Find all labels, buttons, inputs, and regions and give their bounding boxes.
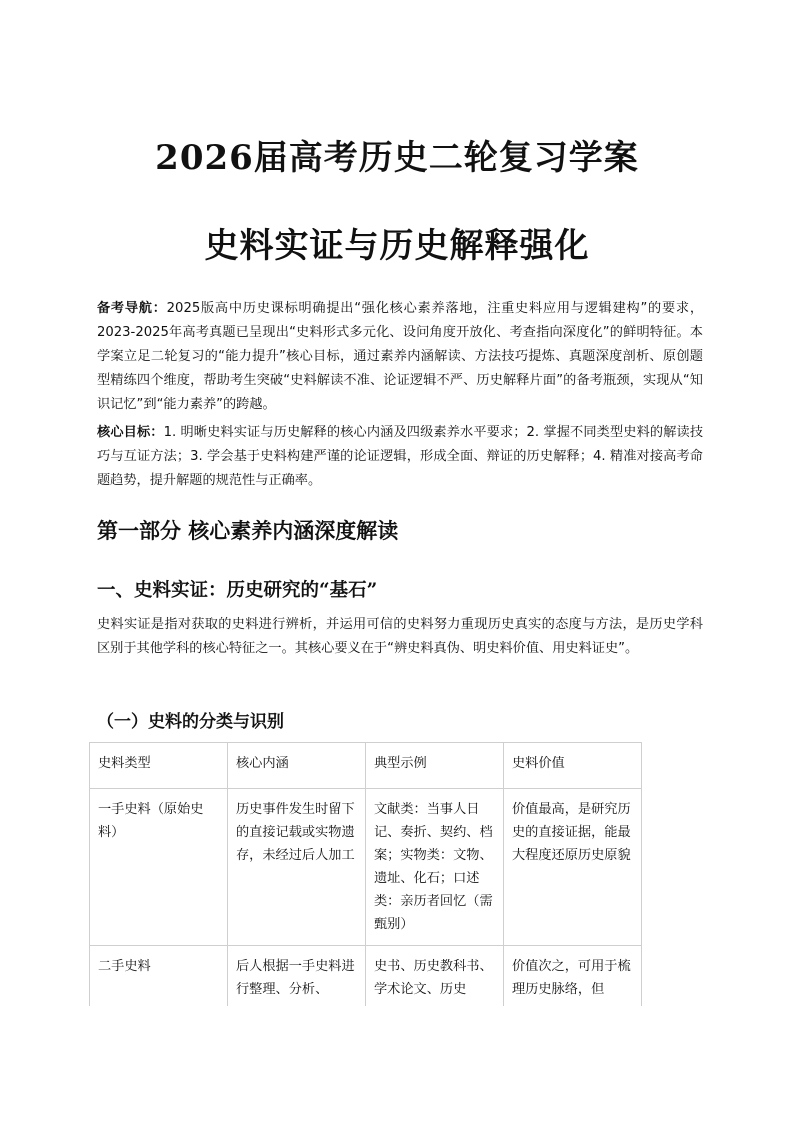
table-row — [90, 789, 642, 946]
table-header-cell: 史料价值 — [504, 743, 642, 789]
table-cell: 二手史料 — [90, 946, 228, 1007]
subsection-heading: （一）史料的分类与识别 — [97, 712, 284, 732]
table-header-cell: 史料类型 — [90, 743, 228, 789]
source-type-table — [89, 742, 642, 1006]
source-type-table-wrapper — [89, 742, 642, 1006]
guide-label: 备考导航： — [97, 301, 167, 316]
table-cell: 史书、历史教科书、学术论文、历史 — [366, 946, 504, 1007]
goal-paragraph — [97, 421, 703, 493]
table-header-cell: 核心内涵 — [228, 743, 366, 789]
document-subtitle: 史料实证与历史解释强化 — [204, 226, 590, 266]
table-cell: 价值最高，是研究历史的直接证据，能最大程度还原历史原貌 — [504, 789, 642, 946]
table-cell: 文献类：当事人日记、奏折、契约、档案；实物类：文物、遗址、化石；口述类：亲历者回忆（需甄别） — [366, 789, 504, 946]
section-heading: 一、史料实证：历史研究的“基石” — [97, 580, 378, 601]
goal-label: 核心目标： — [97, 425, 164, 440]
table-cell: 历史事件发生时留下的直接记载或实物遗存，未经过后人加工 — [228, 789, 366, 946]
part-heading: 第一部分 核心素养内涵深度解读 — [97, 518, 399, 543]
table-cell: 后人根据一手史料进行整理、分析、 — [228, 946, 366, 1007]
document-title: 2026届高考历史二轮复习学案 — [155, 138, 639, 178]
table-header-row — [90, 743, 642, 789]
table-cell: 一手史料（原始史料） — [90, 789, 228, 946]
guide-text: 2025版高中历史课标明确提出“强化核心素养落地，注重史料应用与逻辑建构”的要求，2023-2025年高考真题已呈现出“史料形式多元化、设问角度开放化、考查指向深度化”的鲜明特征。本学案立足二轮复习的“能力提升”核心目标，通过素养内涵解读、方法技巧提炼、真题深度剖析、原创题型精练四个维度，帮助考生突破“史料解读不准、论证逻辑不严、历史解释片面”的备考瓶颈，实现从“知识记忆”到“能力素养”的跨越。 — [97, 301, 703, 412]
table-cell: 价值次之，可用于梳理历史脉络，但 — [504, 946, 642, 1007]
table-row — [90, 946, 642, 1007]
goal-text: 1. 明晰史料实证与历史解释的核心内涵及四级素养水平要求；2. 掌握不同类型史料的解读技巧与互证方法；3. 学会基于史料构建严谨的论证逻辑，形成全面、辩证的历史解释；4. 精准对接高考命题趋势，提升解题的规范性与正确率。 — [97, 425, 704, 488]
table-header-cell: 典型示例 — [366, 743, 504, 789]
guide-paragraph — [97, 297, 703, 417]
section-paragraph: 史料实证是指对获取的史料进行辨析，并运用可信的史料努力重现历史真实的态度与方法，是历史学科区别于其他学科的核心特征之一。其核心要义在于“辨史料真伪、明史料价值、用史料证史”。 — [97, 617, 703, 656]
